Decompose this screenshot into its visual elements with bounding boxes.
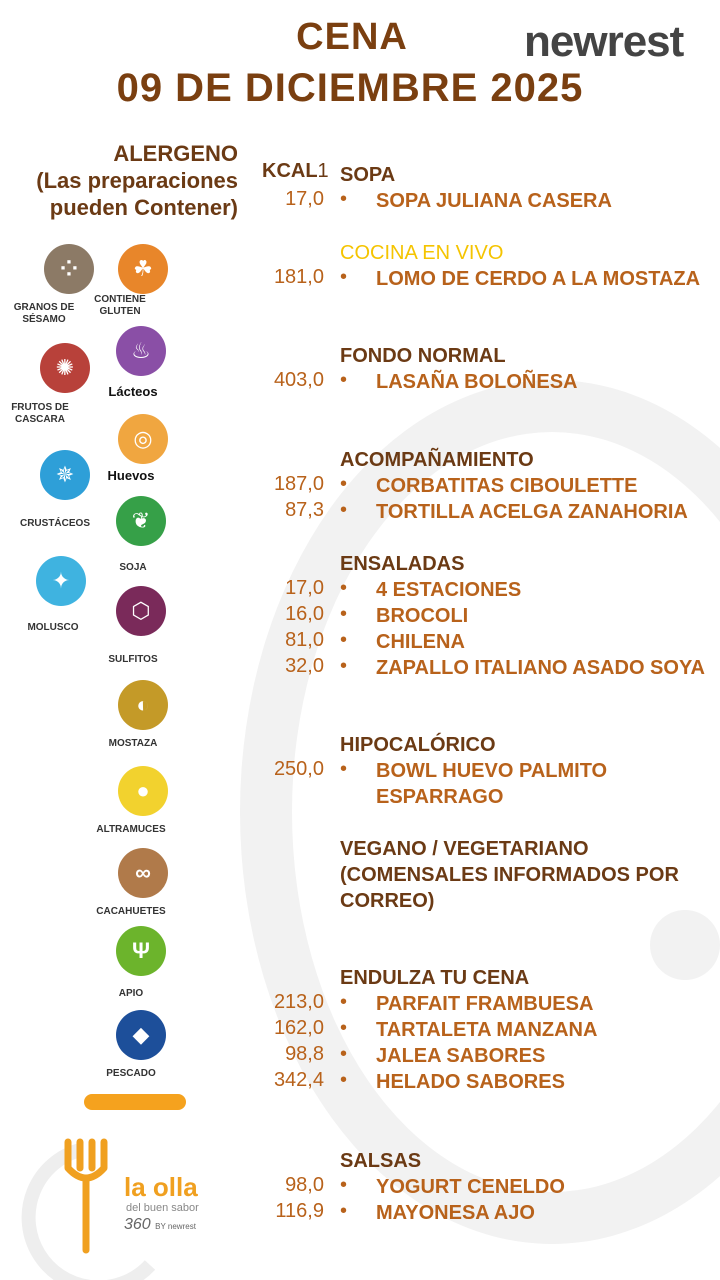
allergen-label: Huevos xyxy=(107,468,155,483)
bullet-icon: • xyxy=(340,1017,348,1039)
kcal-value: 116,9 xyxy=(275,1200,324,1222)
menu-item: PARFAIT FRAMBUESA xyxy=(376,993,594,1015)
menu-item: LASAÑA BOLOÑESA xyxy=(376,371,578,393)
allergen-label: FRUTOS DE CASCARA xyxy=(11,402,69,425)
kcal-value: 16,0 xyxy=(285,603,324,625)
wheat-icon: ☘ xyxy=(118,244,168,294)
kcal-value: 87,3 xyxy=(285,499,324,521)
kcal-header xyxy=(262,160,329,183)
allergen-label: CRUSTÁCEOS xyxy=(19,518,90,529)
menu-item: SOPA JULIANA CASERA xyxy=(376,190,612,212)
allergen-label: GRANOS DE SÉSAMO xyxy=(13,302,75,325)
bullet-icon: • xyxy=(340,188,348,210)
section-title-ensaladas: ENSALADAS xyxy=(340,553,465,575)
menu-item: BROCOLI xyxy=(376,605,469,627)
kcal-value: 81,0 xyxy=(285,629,324,651)
shell-icon: ✦ xyxy=(36,556,86,606)
kcal-value: 17,0 xyxy=(285,577,324,599)
bullet-icon: • xyxy=(340,655,348,677)
bullet-icon: • xyxy=(340,266,348,288)
title-cena: CENA xyxy=(296,16,408,58)
menu-item: BOWL HUEVO PALMITO ESPARRAGO xyxy=(376,760,608,808)
milk-jug-icon: ♨ xyxy=(116,326,166,376)
menu-item: TORTILLA ACELGA ZANAHORIA xyxy=(376,501,688,523)
menu-item: TARTALETA MANZANA xyxy=(376,1019,598,1041)
bullet-icon: • xyxy=(340,629,348,651)
allergen-label: MOLUSCO xyxy=(27,622,79,633)
bullet-icon: • xyxy=(340,991,348,1013)
celery-icon: Ψ xyxy=(116,926,166,976)
bullet-icon: • xyxy=(340,758,348,780)
kcal-value: 187,0 xyxy=(273,473,324,495)
allergen-label: CACAHUETES xyxy=(96,906,166,917)
menu-item: CORBATITAS CIBOULETTE xyxy=(376,475,638,497)
section-title-fondo: FONDO NORMAL xyxy=(340,345,506,367)
allergen-label: CONTIENE GLUTEN xyxy=(94,294,146,317)
bullet-icon: • xyxy=(340,473,348,495)
menu-item: 4 ESTACIONES xyxy=(376,579,522,601)
peanut-icon: ∞ xyxy=(118,848,168,898)
kcal-value: 250,0 xyxy=(273,758,324,780)
bullet-icon: • xyxy=(340,369,348,391)
soy-icon: ❦ xyxy=(116,496,166,546)
menu-item: MAYONESA AJO xyxy=(376,1202,535,1224)
menu-item: ZAPALLO ITALIANO ASADO SOYA xyxy=(376,657,705,679)
bullet-icon: • xyxy=(340,499,348,521)
bullet-icon: • xyxy=(340,1069,348,1091)
bullet-icon: • xyxy=(340,1043,348,1065)
kcal-value: 98,8 xyxy=(285,1043,324,1065)
title-date: 09 DE DICIEMBRE 2025 xyxy=(116,66,584,110)
molecule-icon: ⬡ xyxy=(116,586,166,636)
menu-item: HELADO SABORES xyxy=(376,1071,565,1093)
kcal-value: 17,0 xyxy=(285,188,324,210)
kcal-value: 342,4 xyxy=(273,1069,324,1091)
menu-item: YOGURT CENELDO xyxy=(376,1176,565,1198)
section-title-salsas: SALSAS xyxy=(340,1150,422,1172)
bullet-icon: • xyxy=(340,603,348,625)
allergen-label: APIO xyxy=(118,988,144,999)
la-olla-tagline: del buen sabor xyxy=(126,1202,199,1214)
la-olla-name: la olla xyxy=(124,1172,198,1202)
fish-icon: ◆ xyxy=(116,1010,166,1060)
section-title-endulza: ENDULZA TU CENA xyxy=(340,967,530,989)
mustard-icon: ◐ xyxy=(118,680,168,730)
kcal-header-suffix: 1 xyxy=(317,160,329,182)
crab-icon: ✵ xyxy=(40,450,90,500)
section-title-hipo: HIPOCALÓRICO xyxy=(340,734,496,756)
allergen-heading-line1: ALERGENO xyxy=(113,141,238,166)
bullet-icon: • xyxy=(340,1200,348,1222)
lupin-icon: ● xyxy=(118,766,168,816)
orange-divider-bar xyxy=(84,1094,186,1110)
newrest-logo: newrest xyxy=(524,17,684,66)
allergen-label: ALTRAMUCES xyxy=(96,824,166,835)
kcal-value: 213,0 xyxy=(273,991,324,1013)
badge-by: BY newrest xyxy=(155,1222,196,1231)
section-title-cocina: COCINA EN VIVO xyxy=(340,242,504,264)
la-olla-badge xyxy=(124,1216,196,1234)
sesame-icon: ⁘ xyxy=(44,244,94,294)
kcal-header-label: KCAL xyxy=(262,160,318,182)
section-title-vegano: VEGANO / VEGETARIANO (COMENSALES INFORMADOS POR CORREO) xyxy=(340,838,679,912)
allergen-label: PESCADO xyxy=(106,1068,156,1079)
kcal-value: 181,0 xyxy=(273,266,324,288)
kcal-value: 162,0 xyxy=(273,1017,324,1039)
eggs-icon: ◎ xyxy=(118,414,168,464)
kcal-value: 32,0 xyxy=(285,655,324,677)
menu-item: LOMO DE CERDO A LA MOSTAZA xyxy=(376,268,701,290)
allergen-heading xyxy=(12,140,238,221)
allergen-heading-line2: (Las preparaciones xyxy=(36,168,238,193)
kcal-value: 403,0 xyxy=(273,369,324,391)
bullet-icon: • xyxy=(340,1174,348,1196)
section-title-acomp: ACOMPAÑAMIENTO xyxy=(340,449,534,471)
section-title-sopa: SOPA xyxy=(340,164,396,186)
menu-item: CHILENA xyxy=(376,631,465,653)
allergen-label: SULFITOS xyxy=(108,654,158,665)
walnut-icon: ✺ xyxy=(40,343,90,393)
allergen-label: MOSTAZA xyxy=(108,738,158,749)
allergen-label: Lácteos xyxy=(108,384,158,399)
allergen-label: SOJA xyxy=(119,562,147,573)
kcal-value: 98,0 xyxy=(285,1174,324,1196)
menu-item: JALEA SABORES xyxy=(376,1045,546,1067)
bullet-icon: • xyxy=(340,577,348,599)
badge-360: 360 xyxy=(124,1216,151,1233)
allergen-heading-line3: pueden Contener) xyxy=(49,195,238,220)
